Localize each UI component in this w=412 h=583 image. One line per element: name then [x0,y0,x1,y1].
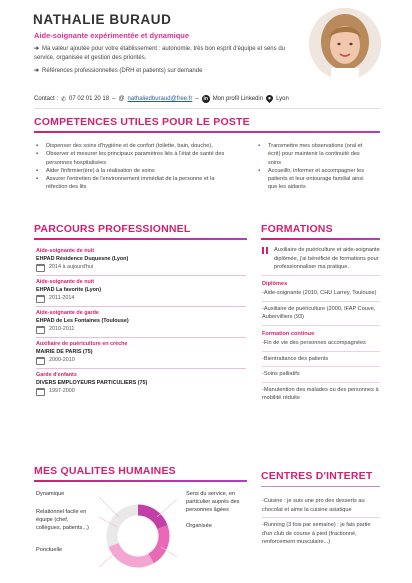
job-entry [36,372,248,396]
section-underline [34,238,247,240]
qualite-item: Sens du service, en particulier auprès des personnes âgées [186,491,240,513]
calendar-icon [36,388,45,396]
connector-line [99,553,115,567]
formations-block [262,246,380,403]
job-dates: 2010-2011 [49,326,75,333]
formations-divider [262,275,380,276]
section-underline [261,486,380,487]
competences-left-list [36,142,234,192]
contact-line [34,95,289,103]
job-entry [36,248,248,272]
formations-intro: Auxiliaire de puériculture et aide-soignante diplômée, j'ai bénéficié de formations pour professionnaliser ma pratique. [274,247,380,270]
calendar-icon [36,357,45,365]
list-item: ▪ Transmettre mes observations (oral et écrit) pour maintenir la continuité des soins [258,142,368,167]
list-item: ▪ Assurer l'entretien de l'environnement immédiat de la personne et la réfection des lits [36,175,234,192]
intro-value: Ma valeur ajoutée pour votre établissement : autonomie, très bon esprit d'équipe et sens du service, organisée et gestion des priorités. [34,46,285,61]
section-title-competences: COMPETENCES UTILES POUR LE POSTE [34,116,250,128]
formations-divider [262,382,380,383]
ring-segment [138,510,162,527]
job-employer: EHPAD de Les Fontaines (Toulouse) [36,317,129,324]
arrow-icon: ➔ [34,68,40,74]
formation-item: -Bientraitance des patients [262,355,329,362]
formation-item: -Fin de vie des personnes accompagnées [262,340,366,346]
intro-references: Références professionnelles (DRH et patients) sur demande [42,68,203,74]
calendar-icon [36,264,45,272]
contact-label: Contact : [34,96,59,102]
candidate-name: NATHALIE BURAUD [33,12,172,27]
contact-separator: – [195,96,199,102]
section-underline [34,480,247,482]
section-title-interets: CENTRES D'INTERET [261,470,373,482]
job-entry [36,341,248,365]
section-underline [261,238,380,240]
list-item: ▪ Dispenser des soins d'hygiène et de confort (toilette, bain, douche), [36,142,234,150]
formation-item: -Manutention des malades ou des personnes à mobilité réduite [262,386,379,401]
section-title-qualites: MES QUALITES HUMAINES [34,465,176,477]
formations-divider [262,325,380,326]
qualite-item: Organisée [186,523,212,529]
formation-continue-heading: Formation continue [262,330,315,337]
job-employer: EHPAD Résidence Duquesne (Lyon) [36,255,129,262]
calendar-icon [36,326,45,334]
email-icon: @ [118,96,125,102]
phone-icon: ✆ [61,96,67,103]
job-divider [36,306,246,307]
email-link[interactable]: nathaliedburaud@free.fr [127,96,193,102]
section-underline [34,131,380,133]
contact-separator: – [112,96,116,102]
formation-item: -Soins palliatifs [262,371,300,377]
job-title: Aide-soignante de nuit [36,279,95,285]
list-item: ▪ Aider l'infirmier(ère) à la réalisation de soins [36,167,234,175]
job-employer: DIVERS EMPLOYEURS PARTICULIERS (75) [36,379,148,386]
job-divider [36,337,246,338]
profile-photo [309,8,381,80]
interets-divider [262,517,380,518]
interets-block [262,497,380,547]
quote-mark-icon [266,247,268,254]
qualite-item: Relationnel facile en équipe (chef, collègues, patients...) [36,509,89,531]
job-employer: MAIRIE DE PARIS (75) [36,348,93,355]
ring-segment [151,527,164,558]
linkedin-icon[interactable]: in [203,96,208,102]
job-entry [36,310,248,334]
formations-divider [262,301,380,302]
connector-line [157,499,177,517]
calendar-icon [36,295,45,303]
qualites-left [36,490,94,554]
competences-right-list [258,142,368,192]
section-title-parcours: PARCOURS PROFESSIONNEL [34,223,191,235]
job-divider [36,368,246,369]
interet-item: -Running (3 fois par semaine) : je fais partie d'un club de course à pied (fractionné, renforcement musculaire...) [262,522,371,545]
ring-segment [112,510,138,545]
job-subtitle: Aide-soignante expérimentée et dynamique [34,31,190,40]
job-title: Auxiliaire de puériculture en crèche [36,341,128,347]
city: Lyon [276,96,289,102]
job-dates: 2011-2014 [49,295,75,302]
quote-mark-icon [262,247,264,254]
job-divider [36,275,246,276]
qualite-item: Ponctuelle [36,547,63,553]
location-pin-icon [266,95,273,103]
formations-divider [262,366,380,367]
job-dates: 1997-2000 [49,388,75,395]
section-title-formations: FORMATIONS [261,223,333,235]
connector-line [99,497,119,517]
job-entry [36,279,248,303]
job-employer: EHPAD La favorite (Lyon) [36,286,101,293]
list-item: ▪ Observer et mesurer les principaux paramètres liés à l'état de santé des personnes hospitalisées [36,150,234,167]
qualites-ring [99,497,177,575]
list-item: ▪ Accueillir, informer et accompagner les patients et leur entourage familial ainsi que les aidants [258,167,368,192]
header-divider [34,108,380,109]
intro-block [34,45,302,76]
diplomes-heading: Diplômes [262,280,288,287]
formations-divider [262,351,380,352]
qualites-right [186,490,248,530]
job-title: Aide-soignante de nuit [36,248,95,254]
jobs-list [36,248,248,396]
job-title: Aide-soignante de garde [36,310,99,316]
linkedin-link[interactable]: Mon profil Linkedin [212,96,264,102]
job-title: Garde d'enfants [36,372,77,378]
phone-number[interactable]: 07 02 01 20 18 [69,96,110,102]
qualite-item: Dynamique [36,491,65,497]
diplome-item: -Aide-soignante (2010, CHU Larrey, Toulouse) [262,290,377,296]
job-dates: 2000-2010 [49,357,75,364]
arrow-icon: ➔ [34,46,40,52]
diplome-item: -Auxiliaire de puériculture (2000, IFAP Couve, Aubervilliers (93) [262,305,376,320]
job-dates: 2014 à aujourd'hui [49,264,94,271]
interet-item: -Cuisine : je suis une pro des desserts au chocolat et aime la cuisine asiatique [262,498,365,513]
ring-segment [114,545,151,562]
